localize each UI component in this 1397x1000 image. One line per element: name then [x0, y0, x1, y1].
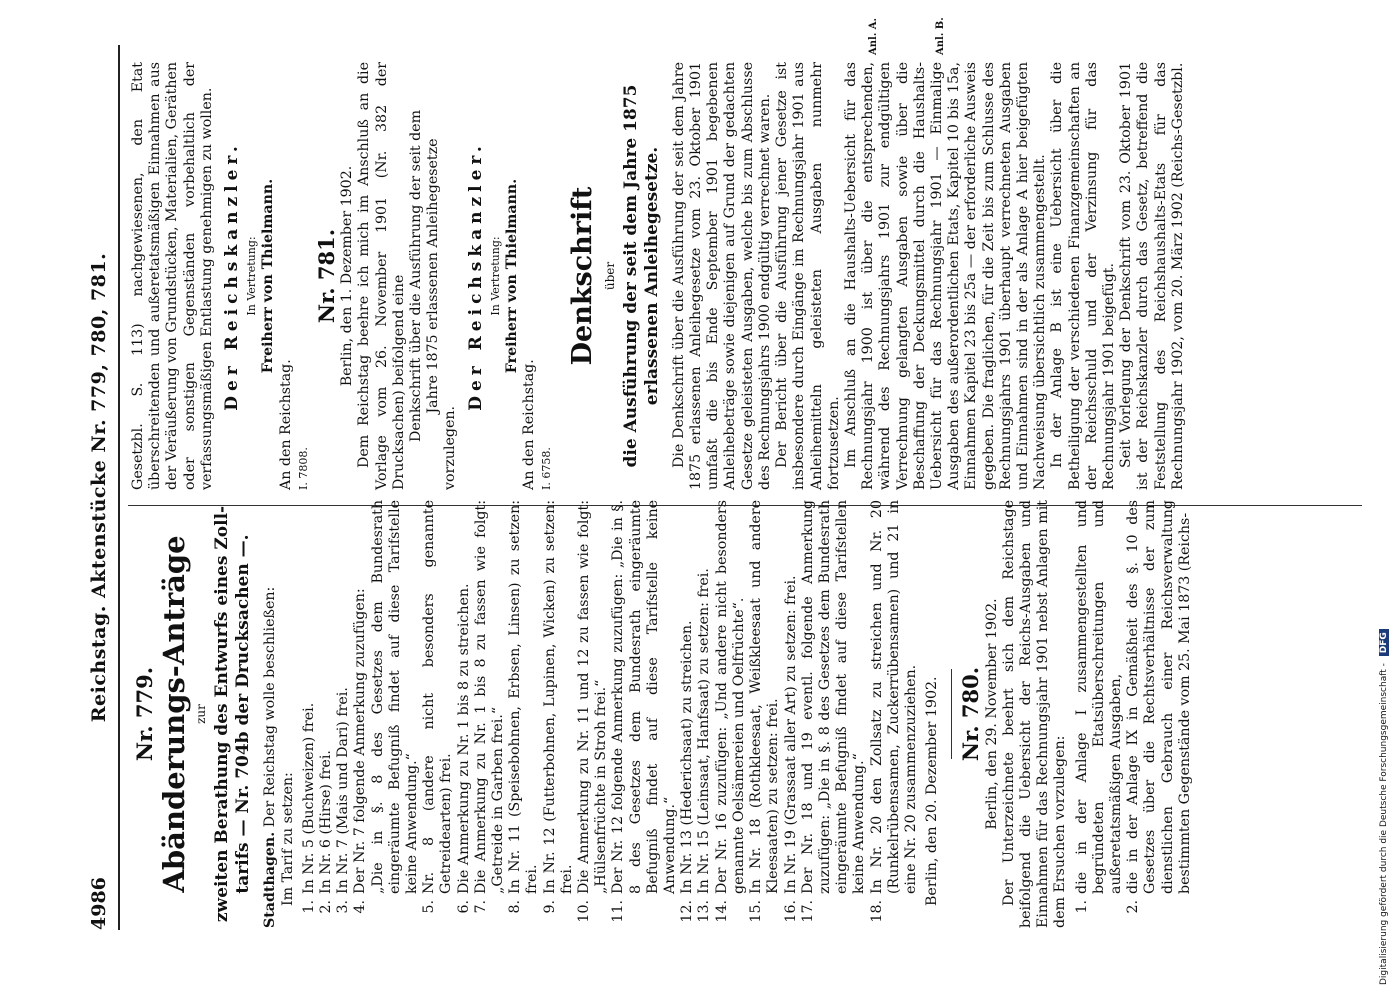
denkschrift-ueber: über [602, 261, 617, 291]
item-number: 18. [868, 900, 885, 923]
nr-780-heading: Nr. 780. [958, 666, 984, 762]
addressee-2: An den Reichstag. [521, 359, 538, 490]
list-item [507, 500, 541, 928]
item-number: 2. [1125, 900, 1142, 914]
item-number: 6. [455, 900, 472, 914]
item-text: In Nr. 13 (Hederichsaat) zu streichen. [679, 620, 696, 894]
list-item [301, 500, 318, 928]
paragraph-5: Seit Vorlegung der Denkschrift vom 23. Oktober 1901 ist der Reichskanzler durch das Gesetz, betreffend die Feststellung des Reichshaushalts-Etats für das Rechnungsjahr 1902, vom 20. März 1902 (Reichs-Gesetzbl. [1118, 62, 1186, 490]
intro-text: Der Reichstag wolle beschließen: [262, 586, 279, 828]
reference-1: I. 7808. [296, 447, 310, 490]
list-item [800, 500, 869, 928]
list-item [783, 500, 800, 928]
denkschrift-subtitle: die Ausführung der seit dem Jahre 1875 erlassenen Anleihegesetze. [620, 84, 662, 468]
item-number: 10. [576, 900, 593, 923]
amendment-title: Abänderungs-Anträge [157, 535, 192, 893]
item-text: In Nr. 5 (Buchweizen) frei. [300, 702, 317, 894]
list-780 [1074, 500, 1194, 928]
side-credit [1376, 0, 1397, 1000]
list-item [610, 500, 679, 928]
item-text: In Nr. 12 (Futterbohnen, Lupinen, Wicken) zu setzen: frei. [541, 500, 575, 894]
signature-kanzler-2: Der Reichskanzler. [465, 141, 486, 411]
list-item [318, 500, 335, 928]
item-number: 13. [696, 900, 713, 923]
item-number: 3. [335, 900, 352, 914]
list-item [473, 500, 507, 928]
item-text: In Nr. 15 (Leinsaat, Hanfsaat) zu setzen: frei. [696, 568, 713, 894]
text-781a: Dem Reichstag beehre ich mich im Anschluß an die Vorlage vom 26. November 1901 (Nr. 382 der Drucksachen) beifolgend eine [356, 62, 407, 490]
intro-line [262, 500, 279, 928]
item-number: 5. [421, 900, 438, 914]
list-item [352, 500, 369, 928]
dfg-logo: DFG [1379, 629, 1389, 656]
item-text: Die Anmerkung zu Nr. 11 und 12 zu fassen wie folgt: „Hülsenfrüchte in Stroh frei.“ [576, 500, 610, 894]
header-rule [118, 45, 120, 930]
vertretung-2: In Vertretung: [488, 236, 502, 316]
list-item [1125, 500, 1194, 928]
list-item [696, 500, 713, 928]
list-item [748, 500, 782, 928]
paragraph-4: In der Anlage B ist eine Uebersicht über die Betheiligung der verschiedenen Finanzgemeinschaften an der Reichsschuld und der Verzinsung für das Rechnungsjahr 1901 beigefügt. [1049, 62, 1117, 490]
addressee-1: An den Reichstag. [277, 359, 294, 490]
margin-note-anl-a: Anl. A. [868, 17, 879, 55]
list-item [1074, 500, 1126, 928]
paragraph-1: Die Denkschrift über die Ausführung der seit dem Jahre 1875 erlassenen Anleihegesetze vom 23. Oktober 1901 umfaßt die bis Ende September 1901 begebenen Anleihebeträge sowie diejenigen auf Grund der gedachten Gesetze geleisteten Ausgaben, welche bis zum Abschlusse des Rechnungsjahrs 1900 endgültig verrechnet waren. [670, 62, 773, 490]
text-781b: Denkschrift über die Ausführung der seit dem Jahre 1875 erlassenen Anleihegesetze [408, 109, 442, 443]
text-780: Der Unterzeichnete beehrt sich dem Reichstage beifolgend die Uebersicht der Reichs-Ausgaben und Einnahmen für das Rechnungsjahr 1901 nebst Anlagen mit dem Ersuchen vorzulegen: [1000, 500, 1069, 928]
item-text: Der Nr. 7 folgende Anmerkung zuzufügen: [352, 588, 369, 894]
intro-label: Stadthagen. [262, 831, 279, 928]
date-781: Berlin, den 1. Dezember 1902. [339, 165, 356, 387]
item-number: 7. [472, 900, 489, 914]
paragraph-2: Der Bericht über die Ausführung jener Gesetze ist insbesondere durch Eingänge im Rechnungsjahr 1901 aus Anleihemitteln geleisteten Ausgaben nunmehr fortzusetzen. [774, 62, 842, 490]
item-text: In Nr. 6 (Hirse) frei. [318, 750, 335, 894]
continuation-text: Gesetzbl. S. 113) nachgewiesenen, den Etat überschreitenden und außeretatsmäßigen Einnahmen aus der Veräußerung von Grundstücken, Materialien, Geräthen oder sonstigen Gegenständen vorbehaltlich der verfassungsmäßigen Entlastung genehmigen zu wollen. [130, 62, 215, 490]
item-number: 11. [610, 900, 627, 923]
item-number: 1. [1073, 900, 1090, 914]
list-item [869, 500, 921, 928]
item-number: 2. [318, 900, 335, 914]
right-column [130, 62, 1187, 490]
item-number: 17. [799, 900, 816, 923]
list-item [421, 500, 455, 928]
item-text: In Nr. 18 (Rothkleesaat, Weißkleesaat und andere Kleesaaten) zu setzen: frei. [748, 500, 782, 894]
item-text: Der Nr. 18 und 19 eventl. folgende Anmerkung zuzufügen: „Die in §. 8 des Gesetzes dem Bundesrath eingeräumte Befugniß findet auf diese Tarifstellen keine Anwendung.“ [799, 500, 868, 894]
running-title: Reichstag. Aktenstücke Nr. 779, 780, 781. [88, 252, 110, 723]
list-item [335, 500, 352, 928]
item-number: 16. [782, 900, 799, 923]
item-number: 9. [541, 900, 558, 914]
item-number: 12. [679, 900, 696, 923]
amendment-subtitle: zweiten Berathung des Entwurfs eines Zoll-tarifs — Nr. 704b der Drucksachen —. [212, 505, 254, 923]
list-item [714, 500, 748, 928]
item-number: 15. [748, 900, 765, 923]
credit-text: Digitalisierung gefördert durch die Deutsche Forschungsgemeinschaft - [1379, 663, 1389, 985]
text-781c: vorzulegen. [442, 405, 459, 490]
date-780: Berlin, den 29. November 1902. [983, 598, 1000, 830]
vertretung-1: In Vertretung: [245, 236, 259, 316]
reference-2: I. 6758. [540, 447, 554, 490]
date-779: Berlin, den 20. Dezember 1902. [924, 676, 941, 906]
item-text: Der Nr. 16 zuzufügen: „Und andere nicht besonders genannte Oelsämereien und Oelfrüchte“. [713, 500, 747, 894]
nr-779-heading: Nr. 779. [132, 666, 157, 762]
item-text: „Die in §. 8 des Gesetzes dem Bundesrath eingeräumte Befugniß findet auf diese Tarifstelle keine Anwendung.“ [369, 500, 421, 894]
tarif-line: Im Tarif zu setzen: [279, 772, 296, 906]
page-number: 4986 [88, 877, 110, 930]
item-number: 1. [300, 900, 317, 914]
item-number: 14. [713, 900, 730, 923]
paragraph-3: Im Anschluß an die Haushalts-Uebersicht für das Rechnungsjahr 1900 ist über die entsprechenden, während des Rechnungsjahrs 1901 zur endgültigen Verrechnung gelangten Ausgaben sowie über die Beschaffung der Deckungsmittel durch die Haushalts-Uebersicht für das Rechnungsjahr 1901 — Einmalige Ausgaben des außerordentlichen Etats, Kapitel 10 bis 15a, Einnahmen Kapitel 23 bis 25a — der erforderliche Ausweis gegeben. Die fraglichen, für die Zeit bis zum Schlusse des Rechnungsjahrs 1901 überhaupt verrechneten Ausgaben und Einnahmen sind in der als Anlage A hier beigefügten Nachweisung übersichtlich zusammengestellt. [842, 62, 1049, 490]
item-number: 4. [352, 900, 369, 914]
signature-name-1: Freiherr von Thielmann. [260, 178, 277, 374]
left-column [130, 500, 1198, 928]
item-text: die in der Anlage IX in Gemäßheit des §. 10 des Gesetzes über die Rechtsverhältnisse der zum dienstlichen Gebrauch einer Reichsverwaltung bestimmten Gegenstände vom 25. Mai 1873 (Reichs- [1125, 500, 1193, 894]
item-text: In Nr. 11 (Speisebohnen, Erbsen, Linsen) zu setzen: frei. [507, 500, 541, 894]
margin-note-anl-b: Anl. B. [935, 17, 946, 55]
item-text: In Nr. 19 (Grassaat aller Art) zu setzen: frei. [782, 575, 799, 894]
item-text: Der Nr. 12 folgende Anmerkung zuzufügen: „Die in §. 8 des Gesetzes dem Bundesrath eingeräumte Befugniß findet auf diese Tarifstelle keine Anwendung.“ [610, 500, 679, 894]
list-item [456, 500, 473, 928]
item-number: 8. [507, 900, 524, 914]
page-header [88, 45, 114, 930]
item-text: Die Anmerkung zu Nr. 1 bis 8 zu fassen wie folgt: „Getreide in Garben frei.“ [472, 500, 507, 894]
nr-781-heading: Nr. 781. [314, 228, 340, 324]
list-item [542, 500, 576, 928]
list-item [370, 500, 422, 928]
item-text: die in der Anlage I zusammengestellten und begründeten Etatsüberschreitungen und außeretatsmäßigen Ausgaben, [1073, 500, 1124, 894]
amendment-list [301, 500, 920, 928]
signature-name-2: Freiherr von Thielmann. [504, 178, 521, 374]
item-text: Die Anmerkung zu Nr. 1 bis 8 zu streichen. [455, 583, 472, 894]
list-item [679, 500, 696, 928]
section-rule [951, 669, 952, 759]
list-item [576, 500, 610, 928]
denkschrift-title: Denkschrift [566, 186, 598, 366]
item-text: In Nr. 7 (Mais und Dari) frei. [335, 687, 352, 894]
signature-kanzler-1: Der Reichskanzler. [222, 141, 243, 411]
zur-label: zur [194, 704, 209, 724]
item-text: Nr. 8 (andere nicht besonders genannte Getreidearten) frei. [421, 500, 455, 894]
item-text: In Nr. 20 den Zollsatz zu streichen und Nr. 20 (Runkelrübensamen, Zuckerrübensamen) und 21 in eine Nr. 20 zusammenzuziehen. [868, 500, 919, 894]
